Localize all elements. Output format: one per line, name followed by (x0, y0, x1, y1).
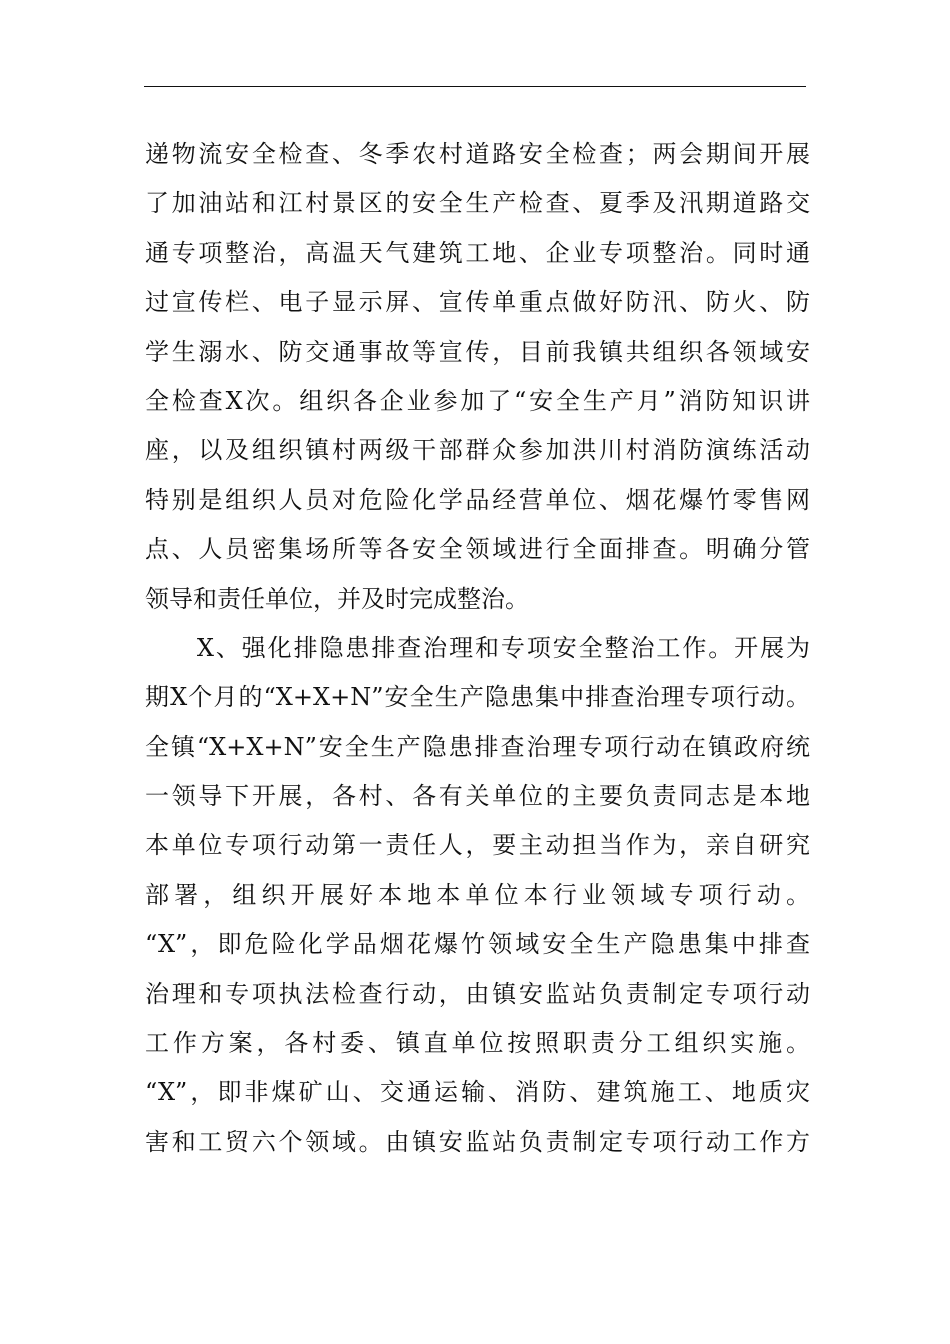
text-line: X、强化排隐患排查治理和专项安全整治工作。开展为 (145, 633, 810, 662)
text-line: 学生溺水、防交通事故等宣传，目前我镇共组织各领域安 (145, 337, 810, 366)
body-text (145, 130, 810, 1167)
text-line: 领导和责任单位，并及时完成整治。 (145, 584, 529, 613)
text-line: 期X个月的“X+X+N”安全生产隐患集中排查治理专项行动。 (145, 683, 810, 712)
text-line: 一领导下开展，各村、各有关单位的主要负责同志是本地 (145, 782, 810, 811)
text-line: 工作方案，各村委、镇直单位按照职责分工组织实施。 (145, 1029, 810, 1058)
text-line: 部署，组织开展好本地本单位本行业领域专项行动。 (145, 880, 810, 909)
text-line: 全检查X次。组织各企业参加了“安全生产月”消防知识讲 (145, 386, 810, 415)
text-line: 了加油站和江村景区的安全生产检查、夏季及汛期道路交 (145, 189, 810, 218)
text-line: 递物流安全检查、冬季农村道路安全检查；两会期间开展 (145, 140, 810, 168)
text-line: 过宣传栏、电子显示屏、宣传单重点做好防汛、防火、防 (145, 288, 810, 317)
text-line: 特别是组织人员对危险化学品经营单位、烟花爆竹零售网 (145, 485, 810, 514)
header-rule (144, 86, 806, 87)
text-line: 座，以及组织镇村两级干部群众参加洪川村消防演练活动 (145, 436, 810, 465)
text-line: 本单位专项行动第一责任人，要主动担当作为，亲自研究 (145, 831, 810, 860)
text-line: “X”，即危险化学品烟花爆竹领域安全生产隐患集中排查 (145, 930, 810, 959)
text-line: 点、人员密集场所等各安全领域进行全面排查。明确分管 (145, 535, 810, 564)
text-line: 全镇“X+X+N”安全生产隐患排查治理专项行动在镇政府统 (145, 732, 810, 761)
text-line: 治理和专项执法检查行动，由镇安监站负责制定专项行动 (145, 979, 810, 1008)
text-line: 害和工贸六个领域。由镇安监站负责制定专项行动工作方 (145, 1127, 810, 1156)
text-line: 通专项整治，高温天气建筑工地、企业专项整治。同时通 (145, 238, 810, 267)
text-line: “X”，即非煤矿山、交通运输、消防、建筑施工、地质灾 (145, 1078, 810, 1107)
